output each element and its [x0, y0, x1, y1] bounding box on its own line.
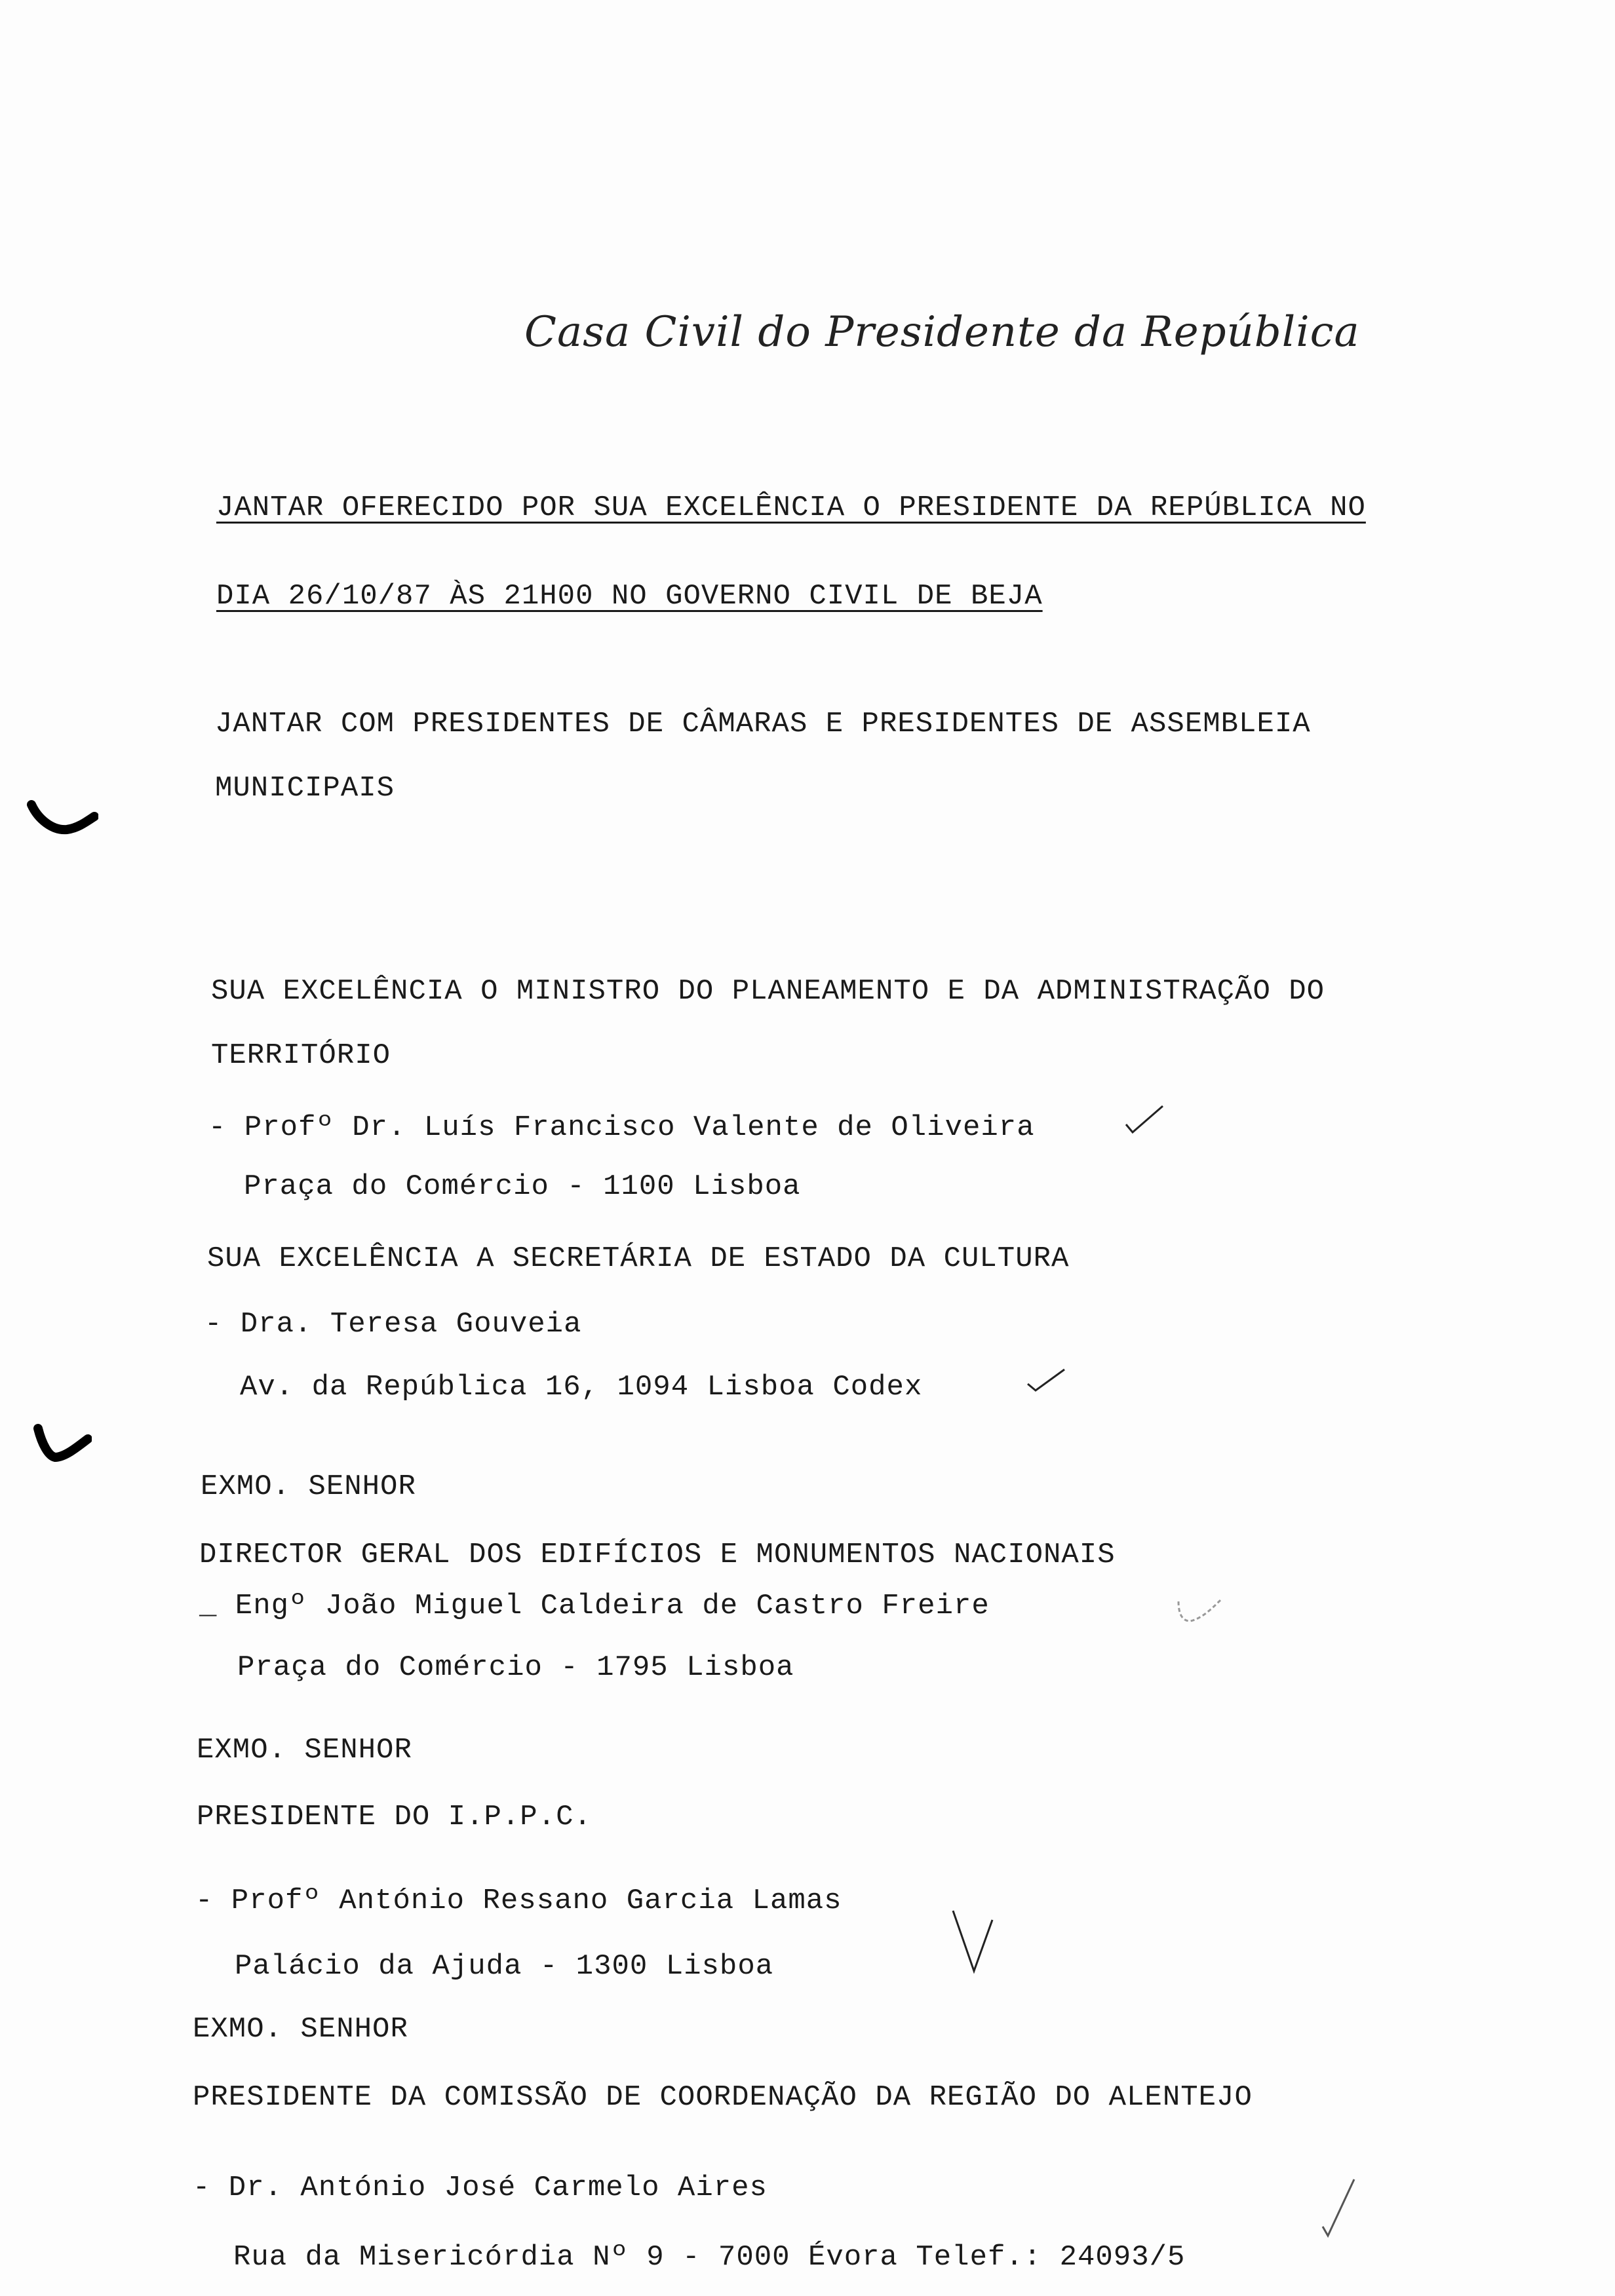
checkmark-icon — [1024, 1364, 1070, 1397]
entry-3-salutation: EXMO. SENHOR — [197, 1734, 412, 1767]
entry-3-name: - Profº António Ressano Garcia Lamas — [195, 1885, 842, 1917]
subtitle-line-2: MUNICIPAIS — [215, 772, 395, 805]
entry-1-address: Av. da República 16, 1094 Lisboa Codex — [240, 1371, 923, 1404]
title-line-1: JANTAR OFERECIDO POR SUA EXCELÊNCIA O PRESIDENTE DA REPÚBLICA NO — [216, 491, 1366, 524]
entry-1-title-1: SUA EXCELÊNCIA A SECRETÁRIA DE ESTADO DA CULTURA — [207, 1242, 1070, 1275]
entry-2-title-1: DIRECTOR GERAL DOS EDIFÍCIOS E MONUMENTOS NACIONAIS — [199, 1539, 1116, 1571]
entry-2-name: _ Engº João Miguel Caldeira de Castro Freire — [199, 1590, 990, 1622]
title-line-2: DIA 26/10/87 ÀS 21H00 NO GOVERNO CIVIL DE BEJA — [216, 580, 1043, 613]
checkmark-icon — [1122, 1101, 1168, 1140]
letterhead: Casa Civil do Presidente da República — [524, 308, 1360, 356]
entry-4-salutation: EXMO. SENHOR — [193, 2013, 408, 2046]
margin-tick-mark-icon — [26, 799, 98, 845]
entry-0-title-1: SUA EXCELÊNCIA O MINISTRO DO PLANEAMENTO E DA ADMINISTRAÇÃO DO — [211, 975, 1325, 1008]
entry-3-address: Palácio da Ajuda - 1300 Lisboa — [235, 1950, 774, 1983]
entry-0-name: - Profº Dr. Luís Francisco Valente de Oliveira — [208, 1111, 1035, 1144]
entry-4-name: - Dr. António José Carmelo Aires — [193, 2172, 768, 2204]
entry-2-salutation: EXMO. SENHOR — [201, 1470, 416, 1503]
subtitle-line-1: JANTAR COM PRESIDENTES DE CÂMARAS E PRESIDENTES DE ASSEMBLEIA — [215, 708, 1311, 740]
margin-tick-mark-icon — [33, 1422, 92, 1468]
entry-0-title-2: TERRITÓRIO — [211, 1039, 391, 1072]
checkmark-icon — [949, 1905, 1002, 1978]
entry-4-title-1: PRESIDENTE DA COMISSÃO DE COORDENAÇÃO DA REGIÃO DO ALENTEJO — [193, 2081, 1253, 2114]
entry-4-address: Rua da Misericórdia Nº 9 - 7000 Évora Telef.: 24093/5 — [233, 2241, 1186, 2274]
entry-0-address: Praça do Comércio - 1100 Lisboa — [244, 1170, 801, 1203]
entry-3-title-1: PRESIDENTE DO I.P.P.C. — [197, 1801, 592, 1833]
entry-1-name: - Dra. Teresa Gouveia — [204, 1308, 582, 1341]
checkmark-icon — [1173, 1592, 1226, 1632]
entry-2-address: Praça do Comércio - 1795 Lisboa — [237, 1651, 794, 1684]
checkmark-icon — [1317, 2174, 1363, 2246]
